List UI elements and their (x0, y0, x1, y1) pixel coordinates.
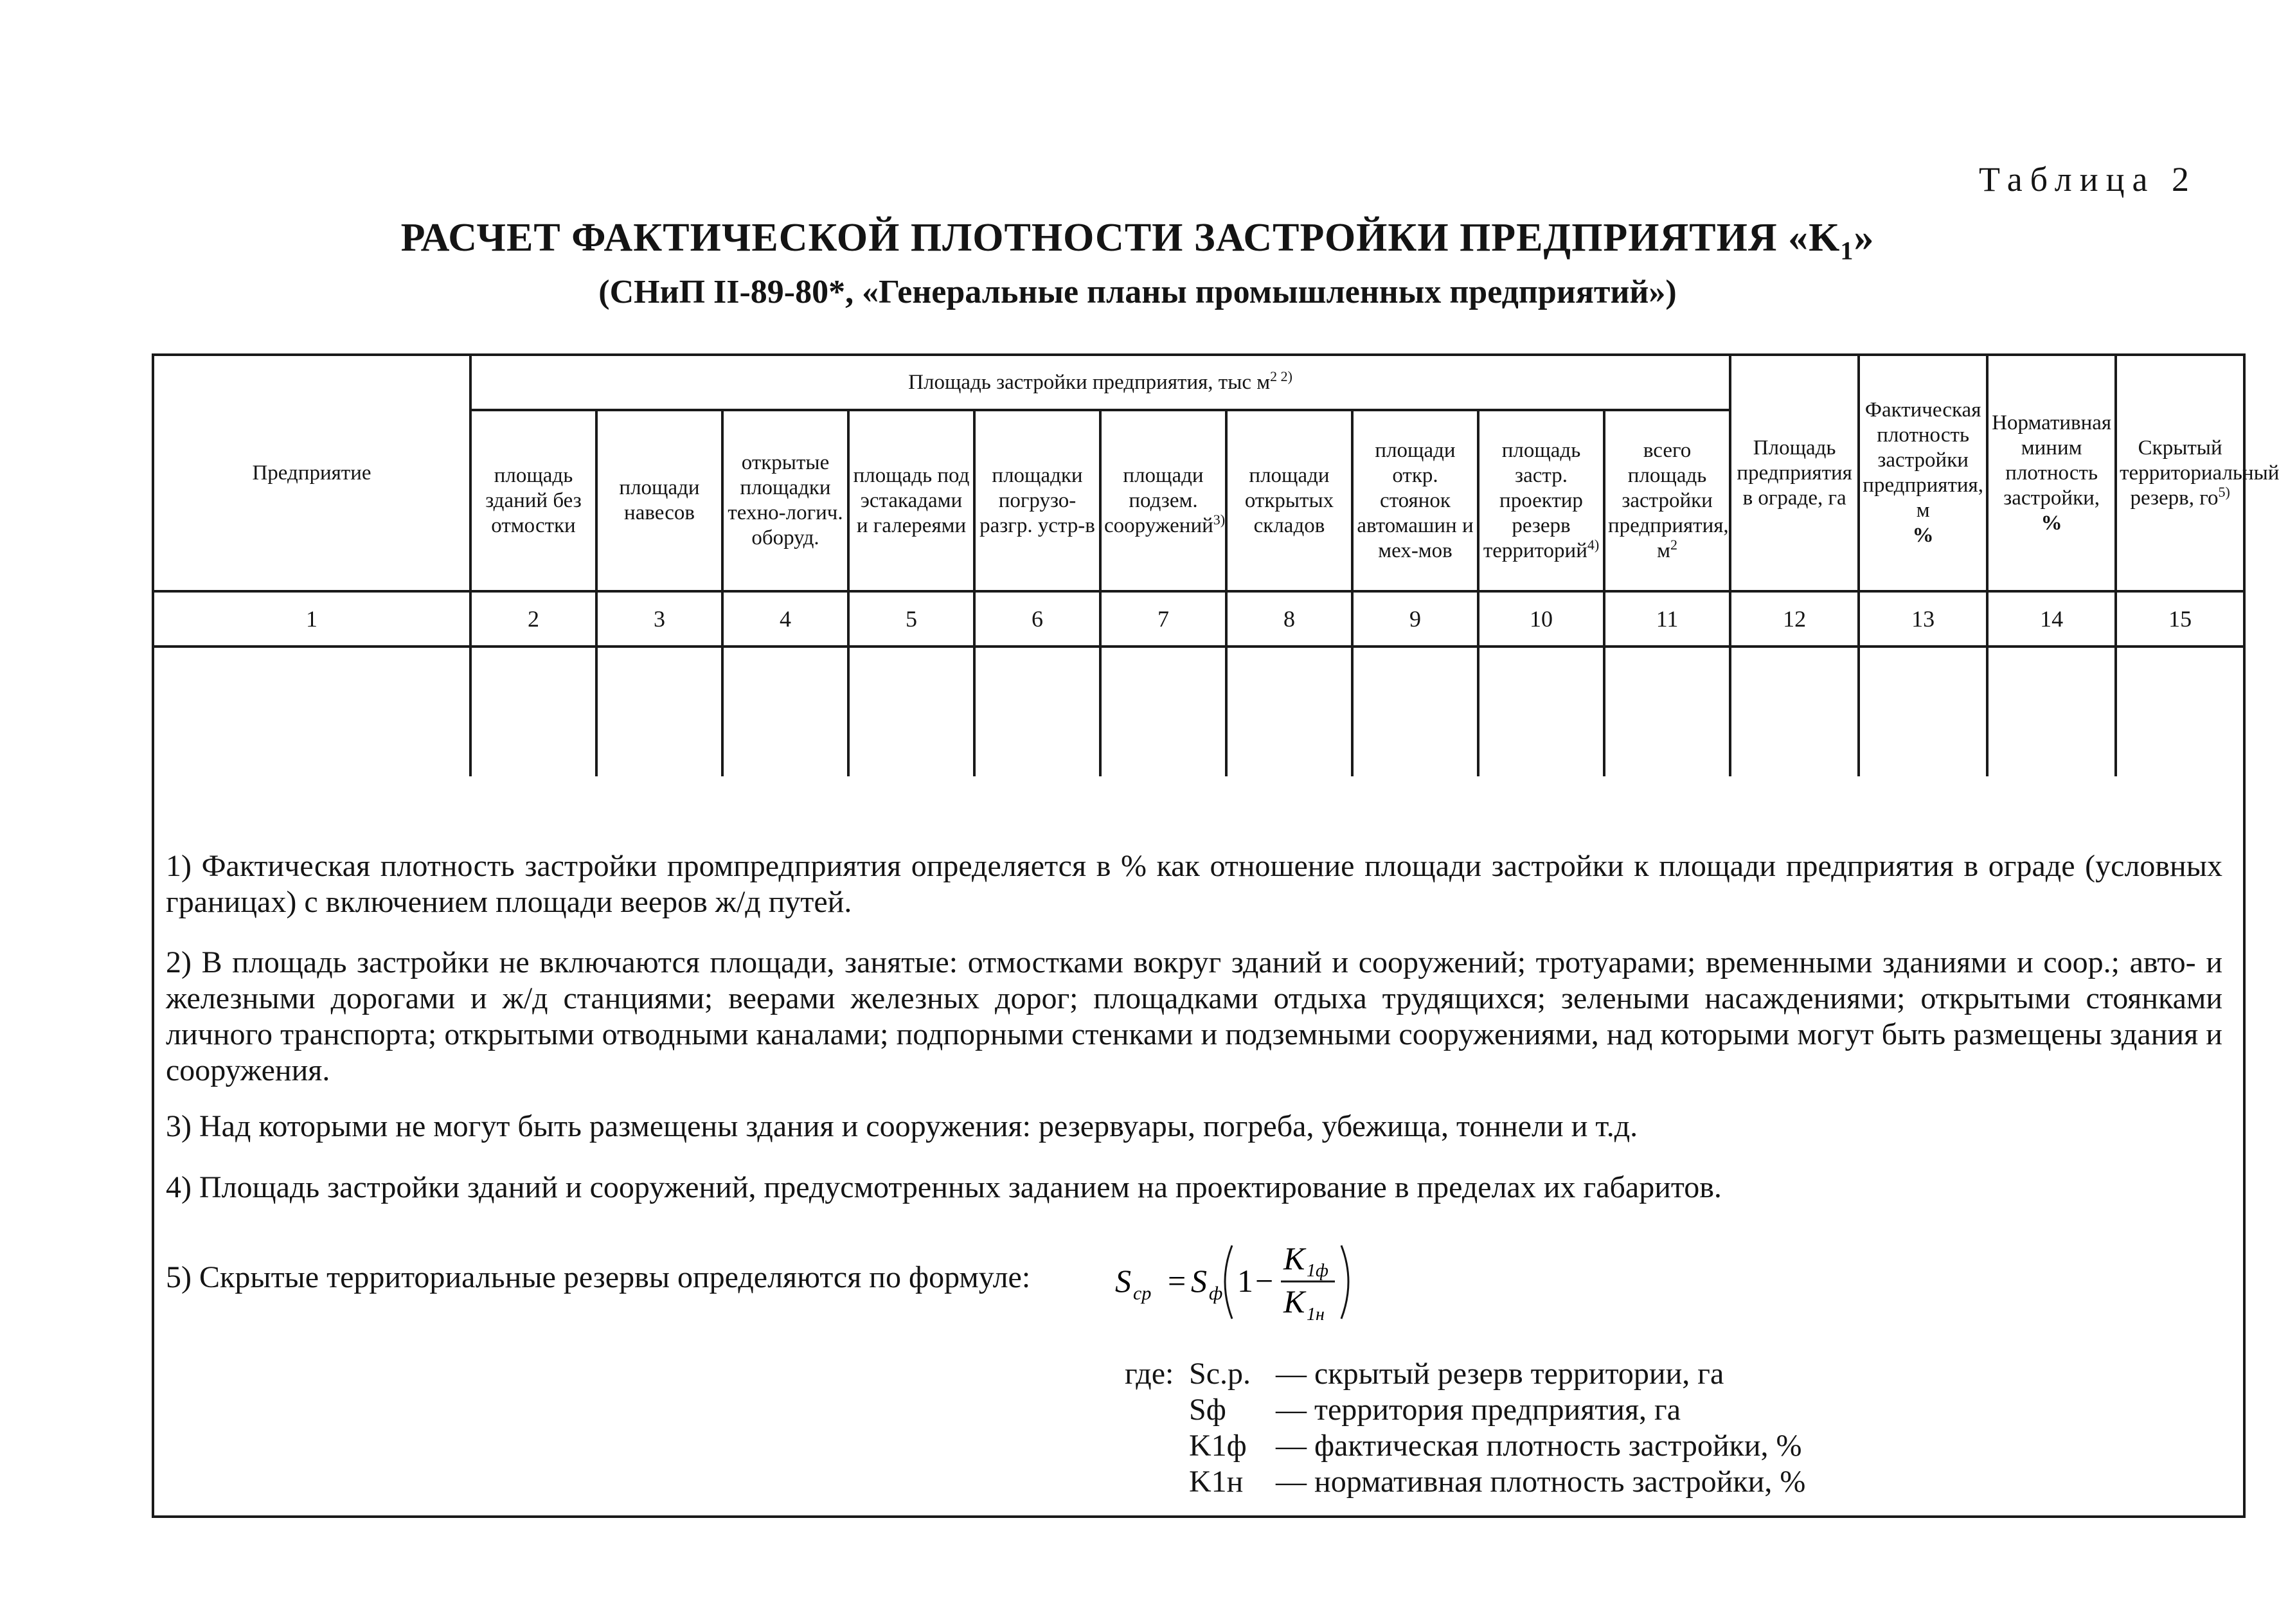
column-number: 13 (1859, 591, 1987, 647)
table-cell (2116, 647, 2244, 776)
footnote-1: 1) Фактическая плотность застройки промпредприятия определяется в % как отношение площади застройки к площади предприятия в ограде (условных границах) с включением площади вееров ж/д путей. (166, 849, 2222, 919)
subheader-total: всего площадь застройки предприятия, $м^2$ (1604, 410, 1730, 591)
column-number: 15 (2116, 591, 2244, 647)
subheader-buildings: площадь зданий без отмостки (470, 410, 596, 591)
column-number: 2 (470, 591, 596, 647)
actual-density-unit: % (1912, 524, 1934, 547)
footnote-2: 2) В площадь застройки не включаются площади, занятые: отмостками вокруг зданий и сооружений; тротуарами; временными зданиями и соор.; авто- и железными дорогами и ж/д станциями; веерами железных дорог; площадками отдыха трудящихся; зелеными насаждениями; открытыми стоянками личного транспорта; открытыми отводными каналами; подпорными стенками и подземными сооружениями, над которыми могут быть размещены здания и сооружения. (166, 945, 2222, 1087)
subheader-sheds: площади навесов (596, 410, 722, 591)
table-cell (1987, 647, 2116, 776)
header-hidden-reserve (2116, 355, 2279, 591)
header-actual-density (1859, 355, 1987, 591)
legend-symbol: K1н (1189, 1465, 1244, 1499)
footnote-3: 3) Над которыми не могут быть размещены здания и сооружения: резервуары, погреба, убежища, тоннели и т.д. (166, 1109, 1638, 1143)
actual-density-text: Фактическая плотность застройки предприятия, м (1863, 398, 1983, 522)
formula-svg (1115, 1234, 1385, 1330)
column-number: 6 (974, 591, 1100, 647)
column-number: 1 (153, 591, 470, 647)
table-empty-row (153, 647, 2244, 776)
formula-lhs-sub: ср (1133, 1283, 1152, 1304)
formula-numerator: K (1283, 1240, 1305, 1276)
formula-numerator-sub: 1ф (1307, 1261, 1328, 1281)
legend-row (1125, 1464, 1805, 1500)
column-number: 4 (722, 591, 848, 647)
header-enterprise-area: Площадь предприятия в ограде, га (1730, 355, 1859, 591)
table-cell (1478, 647, 1604, 776)
footnote-5: 5) Скрытые территориальные резервы определяются по формуле: (166, 1260, 1031, 1294)
header-building-area-group (470, 355, 1730, 410)
formula-rhs: S (1191, 1263, 1207, 1299)
title-end: » (1854, 216, 1875, 260)
column-number: 12 (1730, 591, 1859, 647)
subheader-open-equipment: открытые площадки техно-логич. оборуд. (722, 410, 848, 591)
table-cell (974, 647, 1100, 776)
column-number-row (153, 591, 2244, 647)
table-cell (1859, 647, 1987, 776)
column-number: 7 (1100, 591, 1226, 647)
legend-prefix: где: (1125, 1357, 1174, 1391)
table-cell (596, 647, 722, 776)
table-cell (722, 647, 848, 776)
table-label: Таблица 2 (1979, 160, 2197, 199)
column-number: 11 (1604, 591, 1730, 647)
table-cell (1100, 647, 1226, 776)
header-normative-density (1987, 355, 2116, 591)
page-subtitle: (СНиП II-89-80*, «Генеральные планы промышленных предприятий») (598, 274, 1677, 310)
legend-symbol: K1ф (1189, 1429, 1247, 1463)
title-subscript: 1 (1840, 236, 1854, 265)
page-title (0, 215, 2275, 265)
table-cell (848, 647, 974, 776)
formula-left-paren (1225, 1245, 1232, 1319)
column-number: 8 (1226, 591, 1352, 647)
subheader-overpasses: площадь под эстакадами и галереями (848, 410, 974, 591)
column-number: 10 (1478, 591, 1604, 647)
legend-row (1125, 1356, 1805, 1392)
formula-denominator-sub: 1н (1307, 1305, 1325, 1325)
subheader-loading: площадки погрузо-разгр. устр-в (974, 410, 1100, 591)
table-cell (1604, 647, 1730, 776)
table-cell (1352, 647, 1478, 776)
legend-row (1125, 1392, 1805, 1428)
legend-prefix-spacer (1125, 1428, 1189, 1464)
formula-rhs-sub: ф (1209, 1283, 1223, 1304)
column-number: 9 (1352, 591, 1478, 647)
formula-legend (1125, 1356, 1805, 1500)
legend-text: — нормативная плотность застройки, % (1276, 1465, 1806, 1499)
formula-lhs: S (1115, 1263, 1131, 1299)
footnote-4: 4) Площадь застройки зданий и сооружений, предусмотренных заданием на проектирование в пределах их габаритов. (166, 1170, 1722, 1204)
formula-equals: = (1168, 1263, 1186, 1299)
legend-symbol: Sс.р. (1189, 1357, 1251, 1391)
legend-symbol: Sф (1189, 1393, 1226, 1427)
hidden-reserve-text: Скрытый территориальный резерв, го (2120, 436, 2279, 510)
column-number: 5 (848, 591, 974, 647)
title-text: РАСЧЕТ ФАКТИЧЕСКОЙ ПЛОТНОСТИ ЗАСТРОЙКИ ПРЕДПРИЯТИЯ «K (400, 216, 1841, 260)
group-header-text: Площадь застройки предприятия, тыс м (908, 370, 1271, 394)
density-table (152, 353, 2279, 776)
table-cell (1730, 647, 1859, 776)
normative-density-text: Нормативная миним плотность застройки, (1992, 411, 2112, 510)
table-cell (470, 647, 596, 776)
subheader-parking: площади откр. стоянок автомашин и мех-мов (1352, 410, 1478, 591)
formula-one: 1 (1237, 1263, 1253, 1299)
legend-text: — фактическая плотность застройки, % (1276, 1429, 1802, 1463)
subheader-open-storage: площади открытых складов (1226, 410, 1352, 591)
header-enterprise: Предприятие (153, 355, 470, 591)
subheader-underground: площади подзем. сооружений$^{3)}$ (1100, 410, 1226, 591)
legend-text: — территория предприятия, га (1276, 1393, 1681, 1427)
formula-right-paren (1341, 1245, 1348, 1319)
formula-minus: − (1255, 1263, 1274, 1299)
legend-prefix-spacer (1125, 1392, 1189, 1428)
normative-density-unit: % (2041, 511, 2062, 535)
column-number: 14 (1987, 591, 2116, 647)
legend-prefix-spacer (1125, 1464, 1189, 1500)
subheader-reserve: площадь застр. проектир резерв территорий$^{4)}$ (1478, 410, 1604, 591)
table-cell (1226, 647, 1352, 776)
column-number: 3 (596, 591, 722, 647)
group-header-sup: 2 2) (1270, 368, 1292, 384)
formula-denominator: K (1283, 1283, 1305, 1319)
reserve-formula (1115, 1234, 1385, 1330)
hidden-reserve-sup: 5) (2218, 483, 2230, 500)
legend-row (1125, 1428, 1805, 1464)
legend-text: — скрытый резерв территории, га (1276, 1357, 1724, 1391)
table-cell (153, 647, 470, 776)
